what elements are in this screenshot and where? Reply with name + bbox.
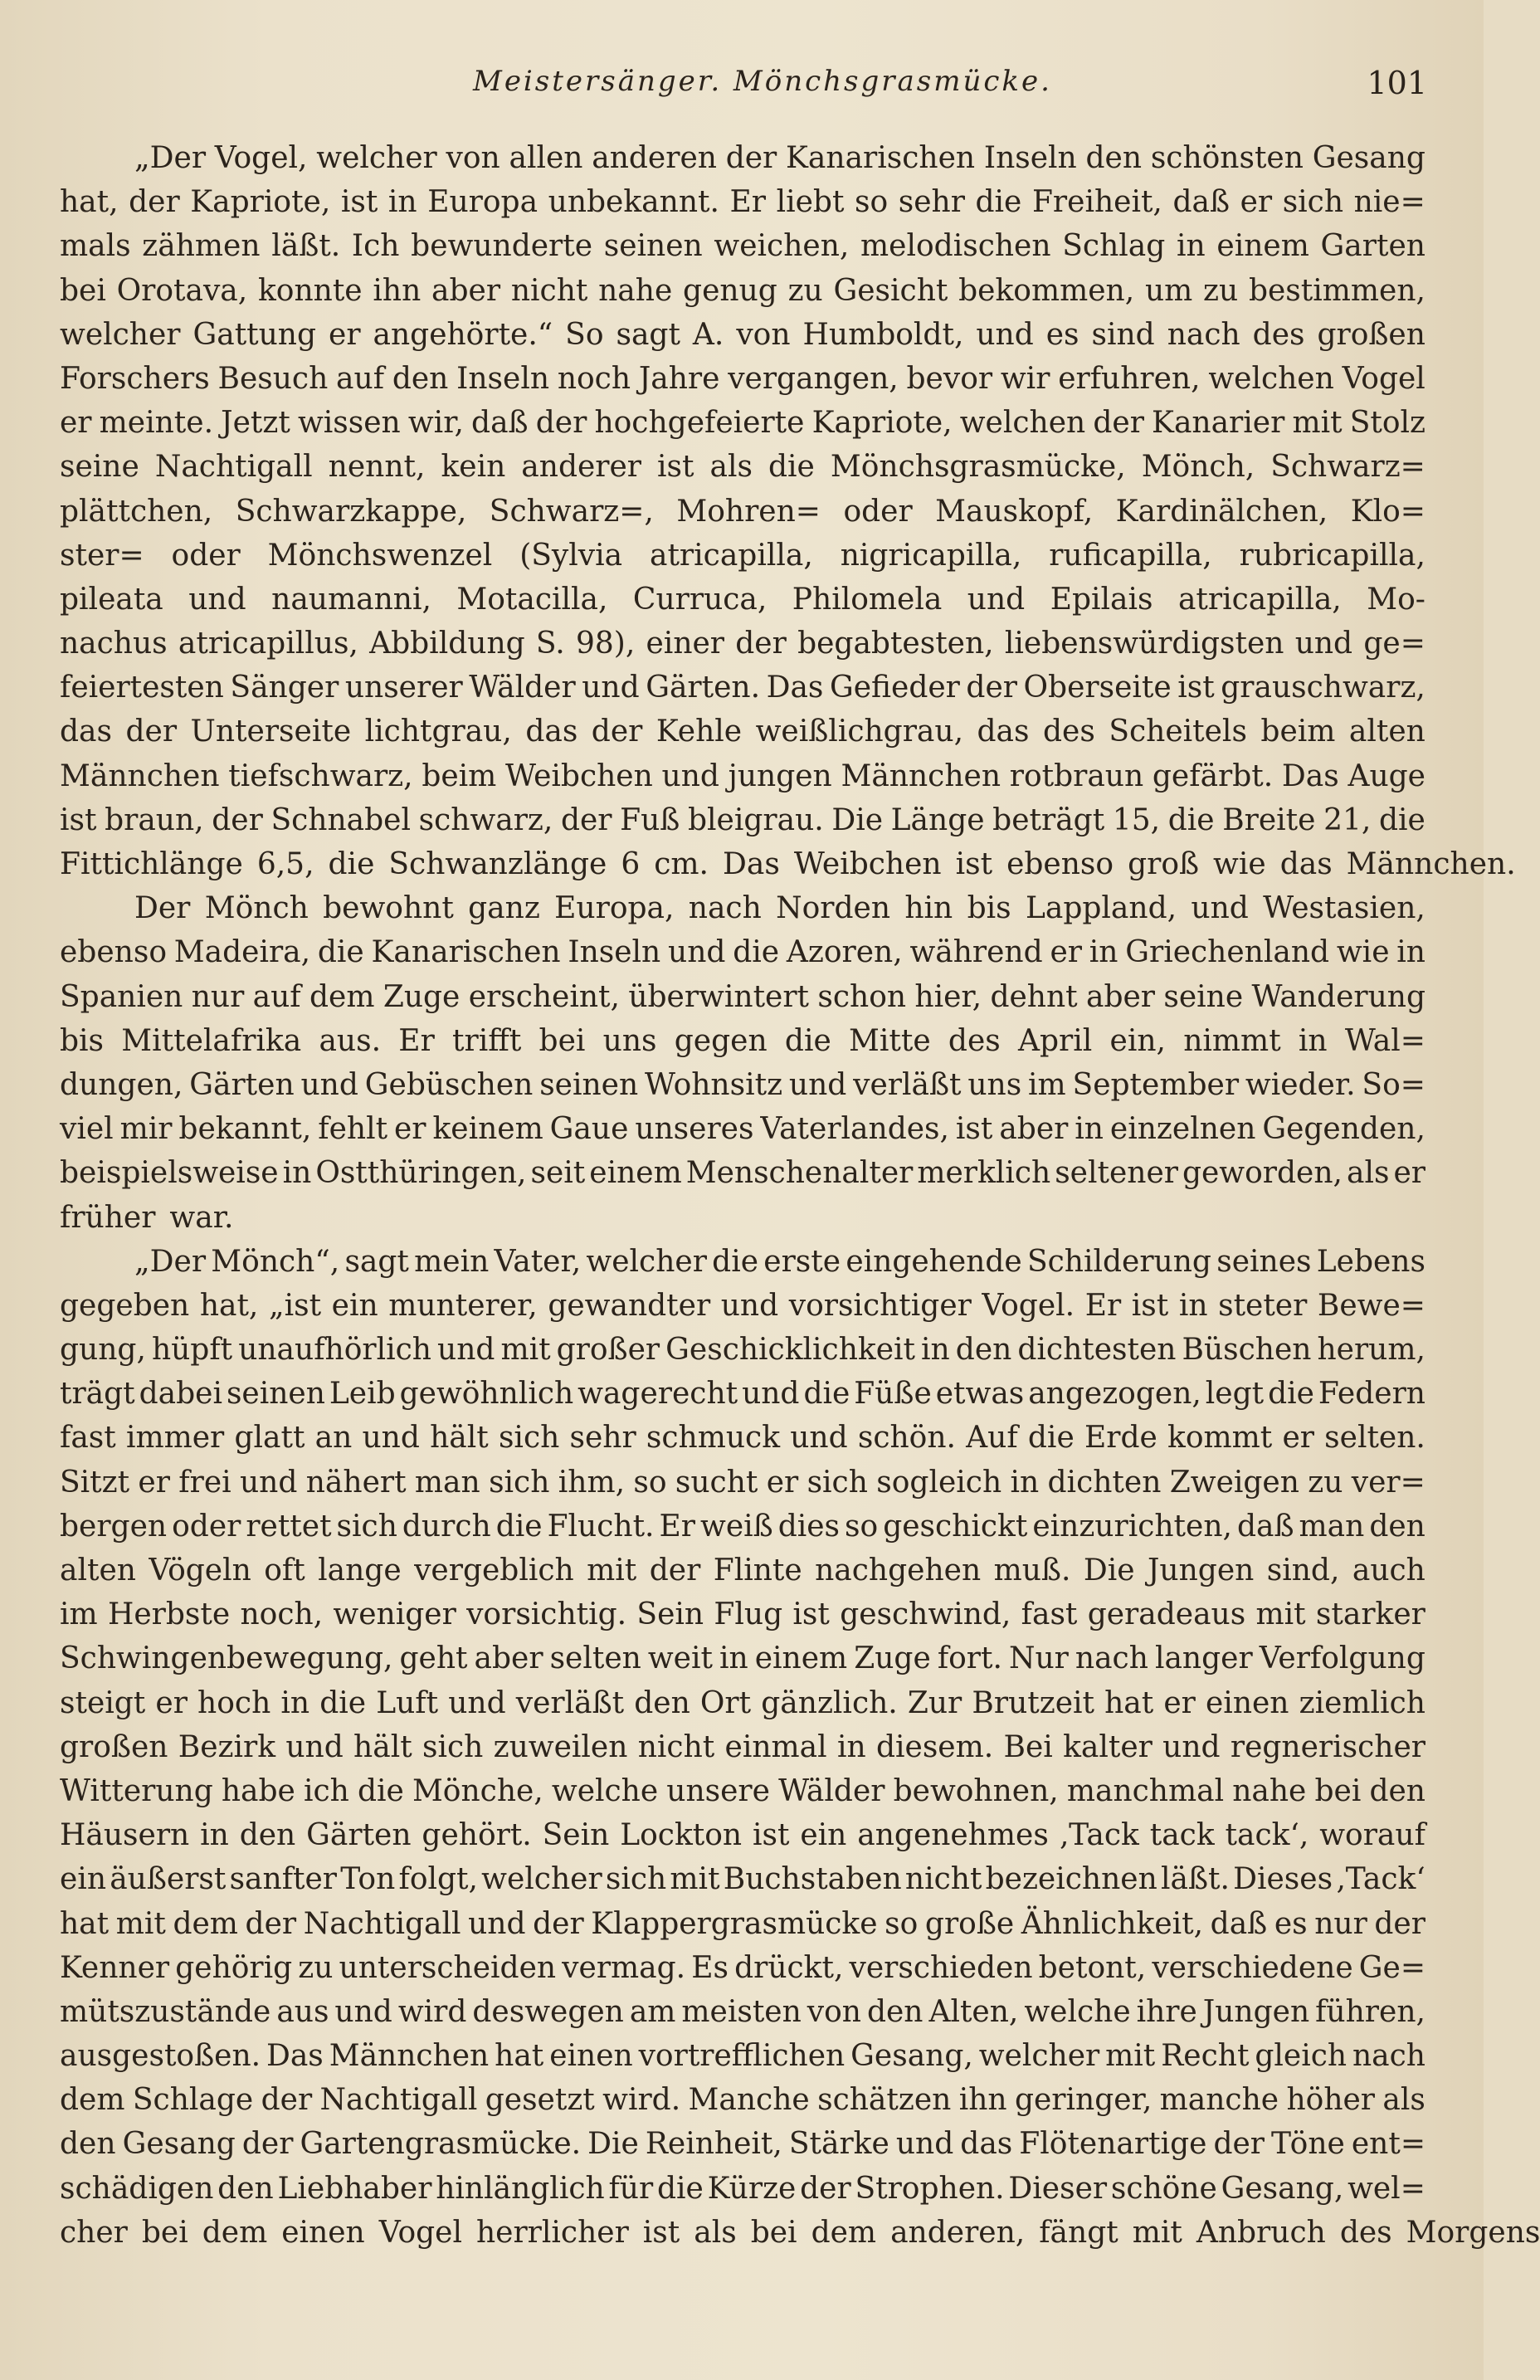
text-line: Fittichlänge 6,5, die Schwanzlänge 6 cm. Das Weibchen ist ebenso groß wie das Männchen. bbox=[60, 847, 1516, 881]
text-line: nachus atricapillus, Abbildung S. 98), einer der begabtesten, liebenswürdigsten und ge= bbox=[60, 627, 1425, 661]
text-line: welcher Gattung er angehörte.“ So sagt A. von Humboldt, und es sind nach des großen bbox=[60, 317, 1425, 352]
text-line: alten Vögeln oft lange vergeblich mit der Flinte nachgehen muß. Die Jungen sind, auch bbox=[60, 1553, 1425, 1587]
text-line: cher bei dem einen Vogel herrlicher ist als bei dem anderen, fängt mit Anbruch des Morgens bbox=[60, 2215, 1540, 2250]
text-line: gegeben hat, „ist ein munterer, gewandter und vorsichtiger Vogel. Er ist in steter Bewe= bbox=[60, 1288, 1425, 1323]
text-line: gung, hüpft unaufhörlich und mit großer Geschicklichkeit in den dichtesten Büschen herum, bbox=[60, 1333, 1425, 1368]
text-line: Forschers Besuch auf den Inseln noch Jahre vergangen, bevor wir erfuhren, welchen Vogel bbox=[60, 361, 1425, 396]
text-line: großen Bezirk und hält sich zuweilen nicht einmal in diesem. Bei kalter und regnerischer bbox=[60, 1729, 1425, 1764]
text-line: bei Orotava, konnte ihn aber nicht nahe genug zu Gesicht bekommen, um zu bestimmen, bbox=[60, 273, 1425, 308]
text-line: Sitzt er frei und nähert man sich ihm, so sucht er sich sogleich in dichten Zweigen zu ver= bbox=[60, 1465, 1425, 1500]
text-line: das der Unterseite lichtgrau, das der Kehle weißlichgrau, das des Scheitels beim alten bbox=[60, 714, 1425, 749]
text-line: seine Nachtigall nennt, kein anderer ist als die Mönchsgrasmücke, Mönch, Schwarz= bbox=[60, 450, 1425, 485]
text-line: Männchen tiefschwarz, beim Weibchen und jungen Männchen rotbraun gefärbt. Das Auge bbox=[60, 758, 1425, 793]
text-line: Witterung habe ich die Mönche, welche unsere Wälder bewohnen, manchmal nahe bei den bbox=[60, 1773, 1425, 1808]
text-line: ausgestoßen. Das Männchen hat einen vortrefflichen Gesang, welcher mit Recht gleich nach bbox=[60, 2039, 1425, 2074]
text-line: Kenner gehörig zu unterscheiden vermag. Es drückt, verschieden betont, verschiedene Ge= bbox=[60, 1950, 1425, 1985]
text-line: mals zähmen läßt. Ich bewunderte seinen weichen, melodischen Schlag in einem Garten bbox=[60, 229, 1425, 264]
text-line: hat mit dem der Nachtigall und der Klappergrasmücke so große Ähnlichkeit, daß es nur der bbox=[60, 1906, 1425, 1941]
text-line: beispielsweise in Ostthüringen, seit einem Menschenalter merklich seltener geworden, als er bbox=[60, 1156, 1425, 1191]
text-line: früher war. bbox=[60, 1200, 234, 1235]
body-text bbox=[60, 136, 1540, 2255]
text-line: bergen oder rettet sich durch die Flucht. Er weiß dies so geschickt einzurichten, daß man den bbox=[60, 1509, 1425, 1544]
text-line: „Der Mönch“, sagt mein Vater, welcher die erste eingehende Schilderung seines Lebens bbox=[134, 1244, 1425, 1279]
text-line: ein äußerst sanfter Ton folgt, welcher sich mit Buchstaben nicht bezeichnen läßt. Dieses ‚Tack‘ bbox=[60, 1862, 1425, 1897]
running-head: Meistersänger. Mönchsgrasmücke. bbox=[473, 65, 1052, 98]
text-line: Häusern in den Gärten gehört. Sein Lockton ist ein angenehmes ‚Tack tack tack‘, worauf bbox=[60, 1818, 1425, 1853]
text-line: trägt dabei seinen Leib gewöhnlich wagerecht und die Füße etwas angezogen, legt die Federn bbox=[60, 1377, 1425, 1412]
text-line: schädigen den Liebhaber hinlänglich für die Kürze der Strophen. Dieser schöne Gesang, wel= bbox=[60, 2171, 1425, 2206]
text-line: feiertesten Sänger unserer Wälder und Gärten. Das Gefieder der Oberseite ist grauschwarz, bbox=[60, 671, 1425, 705]
text-line: den Gesang der Gartengrasmücke. Die Reinheit, Stärke und das Flötenartige der Töne ent= bbox=[60, 2127, 1425, 2162]
text-line: steigt er hoch in die Luft und verläßt den Ort gänzlich. Zur Brutzeit hat er einen ziemlich bbox=[60, 1685, 1425, 1720]
text-line: ist braun, der Schnabel schwarz, der Fuß bleigrau. Die Länge beträgt 15, die Breite 21, die bbox=[60, 802, 1425, 837]
text-line: Schwingenbewegung, geht aber selten weit in einem Zuge fort. Nur nach langer Verfolgung bbox=[60, 1641, 1425, 1676]
text-line: plättchen, Schwarzkappe, Schwarz=, Mohren= oder Mauskopf, Kardinälchen, Klo= bbox=[60, 494, 1425, 529]
text-line: ster= oder Mönchswenzel (Sylvia atricapilla, nigricapilla, ruficapilla, rubricapilla, bbox=[60, 538, 1425, 573]
page-header bbox=[58, 65, 1427, 111]
text-line: Spanien nur auf dem Zuge erscheint, überwintert schon hier, dehnt aber seine Wanderung bbox=[60, 979, 1425, 1014]
text-line: er meinte. Jetzt wissen wir, daß der hochgefeierte Kapriote, welchen der Kanarier mit Stolz bbox=[60, 406, 1425, 441]
text-line: „Der Vogel, welcher von allen anderen der Kanarischen Inseln den schönsten Gesang bbox=[134, 141, 1425, 175]
text-line: hat, der Kapriote, ist in Europa unbekannt. Er liebt so sehr die Freiheit, daß er sich nie= bbox=[60, 185, 1425, 220]
text-line: viel mir bekannt, fehlt er keinem Gaue unseres Vaterlandes, ist aber in einzelnen Gegenden, bbox=[60, 1112, 1425, 1147]
text-line: mütszustände aus und wird deswegen am meisten von den Alten, welche ihre Jungen führen, bbox=[60, 1994, 1425, 2029]
text-line: ebenso Madeira, die Kanarischen Inseln und die Azoren, während er in Griechenland wie in bbox=[60, 935, 1425, 970]
text-line: im Herbste noch, weniger vorsichtig. Sein Flug ist geschwind, fast geradeaus mit starker bbox=[60, 1597, 1425, 1632]
text-line: pileata und naumanni, Motacilla, Curruca, Philomela und Epilais atricapilla, Mo- bbox=[60, 582, 1425, 617]
text-line: fast immer glatt an und hält sich sehr schmuck und schön. Auf die Erde kommt er selten. bbox=[60, 1421, 1425, 1456]
text-line: bis Mittelafrika aus. Er trifft bei uns gegen die Mitte des April ein, nimmt in Wal= bbox=[60, 1023, 1425, 1058]
text-line: dem Schlage der Nachtigall gesetzt wird. Manche schätzen ihn geringer, manche höher als bbox=[60, 2083, 1425, 2118]
text-line: dungen, Gärten und Gebüschen seinen Wohnsitz und verläßt uns im September wieder. So= bbox=[60, 1067, 1425, 1102]
text-line: Der Mönch bewohnt ganz Europa, nach Norden hin bis Lappland, und Westasien, bbox=[134, 891, 1425, 926]
page-number: 101 bbox=[1367, 65, 1427, 101]
